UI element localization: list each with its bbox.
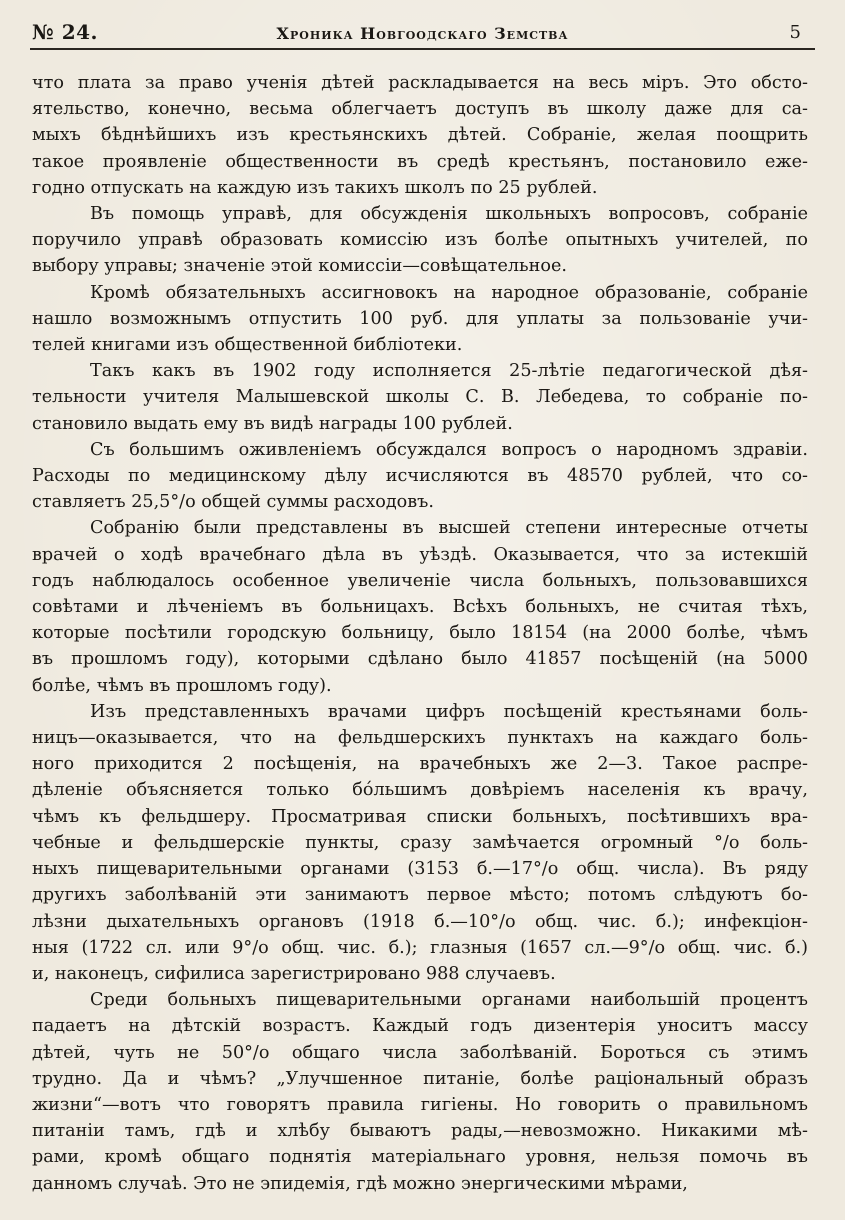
journal-title: Хроника Новгоодскаго Земства [276,24,569,43]
paragraph [32,358,808,437]
text-line: такое проявленіе общественности въ средѣ крестьянъ, постановило еже- [32,151,808,172]
text-line: врачей о ходѣ врачебнаго дѣла въ уѣздѣ. Оказывается, что за истекшій [32,544,808,565]
issue-number: № 24. [32,20,98,44]
paragraph [32,280,808,359]
paragraph [32,70,808,201]
text-line: выбору управы; значеніе этой комиссіи—совѣщательное. [32,256,567,277]
paragraph [32,437,808,516]
text-line: телей книгами изъ общественной библіотеки. [32,335,463,356]
text-line: Въ помощь управѣ, для обсужденія школьныхъ вопросовъ, собраніе [90,204,808,225]
text-line: ятельство, конечно, весьма облегчаетъ доступъ въ школу даже для са- [32,99,808,120]
paragraph [32,515,808,698]
text-line: другихъ заболѣваній эти занимаютъ первое мѣсто; потомъ слѣдуютъ бо- [32,885,808,906]
paragraph [32,987,808,1197]
text-line: ныхъ пищеварительными органами (3153 б.—17°/о общ. числа). Въ ряду [32,859,808,880]
text-line: нашло возможнымъ отпустить 100 руб. для уплаты за пользованіе учи- [32,308,808,329]
page-number: 5 [789,22,801,43]
text-line: ныя (1722 сл. или 9°/о общ. чис. б.); глазныя (1657 сл.—9°/о общ. чис. б.) [32,937,808,958]
text-line: трудно. Да и чѣмъ? „Улучшенное питаніе, болѣе раціональный образъ [32,1068,808,1089]
text-line: тельности учителя Малышевской школы С. В. Лебедева, то собраніе по- [32,387,808,408]
text-line: данномъ случаѣ. Это не эпидемія, гдѣ можно энергическими мѣрами, [32,1173,688,1194]
text-line: ставляетъ 25,5°/о общей суммы расходовъ. [32,492,434,513]
text-line: рами, кромѣ общаго поднятія матеріальнаго уровня, нельзя помочь въ [32,1147,808,1168]
text-line: поручило управѣ образовать комиссію изъ болѣе опытныхъ учителей, по [32,230,808,251]
paragraph [32,699,808,987]
text-line: становило выдать ему въ видѣ награды 100 рублей. [32,413,513,434]
text-line: которые посѣтили городскую больницу, было 18154 (на 2000 болѣе, чѣмъ [32,623,808,644]
text-line: Среди больныхъ пищеварительными органами наибольшій процентъ [90,990,808,1011]
text-line: лѣзни дыхательныхъ органовъ (1918 б.—10°/о общ. чис. б.); инфекціон- [32,911,808,932]
text-line: ного приходится 2 посѣщенія, на врачебныхъ же 2—3. Такое распре- [32,754,808,775]
text-line: Съ большимъ оживленіемъ обсуждался вопросъ о народномъ здравіи. [90,439,808,460]
text-line: чѣмъ къ фельдшеру. Просматривая списки больныхъ, посѣтившихъ вра- [32,806,808,827]
text-line: годъ наблюдалось особенное увеличеніе числа больныхъ, пользовавшихся [32,570,808,591]
text-line: въ прошломъ году), которыми сдѣлано было 41857 посѣщеній (на 5000 [32,649,808,670]
text-line: годно отпускать на каждую изъ такихъ школъ по 25 рублей. [32,177,598,198]
text-line: чебные и фельдшерскіе пункты, сразу замѣчается огромный °/о боль- [32,832,808,853]
paragraph [32,201,808,280]
text-line: мыхъ бѣднѣйшихъ изъ крестьянскихъ дѣтей. Собраніе, желая поощрить [32,125,808,146]
text-line: и, наконецъ, сифилиса зарегистрировано 988 случаевъ. [32,963,556,984]
running-header [30,14,815,50]
text-line: ницъ—оказывается, что на фельдшерскихъ пунктахъ на каждаго боль- [32,728,808,749]
text-line: жизни“—вотъ что говорятъ правила гигіены. Но говорить о правильномъ [32,1094,808,1115]
text-line: болѣе, чѣмъ въ прошломъ году). [32,675,332,696]
text-line: Собранію были представлены въ высшей степени интересные отчеты [90,518,808,539]
text-line: что плата за право ученія дѣтей раскладывается на весь міръ. Это обсто- [32,73,808,93]
text-line: Кромѣ обязательныхъ ассигновокъ на народное образованіе, собраніе [90,282,808,303]
text-line: совѣтами и лѣченіемъ въ больницахъ. Всѣхъ больныхъ, не считая тѣхъ, [32,597,808,618]
text-line: падаетъ на дѣтскій возрастъ. Каждый годъ дизентерія уноситъ массу [32,1016,808,1037]
text-line: дѣленіе объясняется только бо́льшимъ довѣріемъ населенія къ врачу, [32,780,808,801]
text-line: дѣтей, чуть не 50°/о общаго числа заболѣваній. Бороться съ этимъ [32,1042,808,1063]
text-line: Изъ представленныхъ врачами цифръ посѣщеній крестьянами боль- [90,701,808,722]
article-body [32,70,808,1197]
text-line: питаніи тамъ, гдѣ и хлѣбу бываютъ рады,—невозможно. Никакими мѣ- [32,1121,808,1142]
text-line: Такъ какъ въ 1902 году исполняется 25-лѣтіе педагогической дѣя- [90,361,808,382]
text-line: Расходы по медицинскому дѣлу исчисляются въ 48570 рублей, что со- [32,466,808,487]
